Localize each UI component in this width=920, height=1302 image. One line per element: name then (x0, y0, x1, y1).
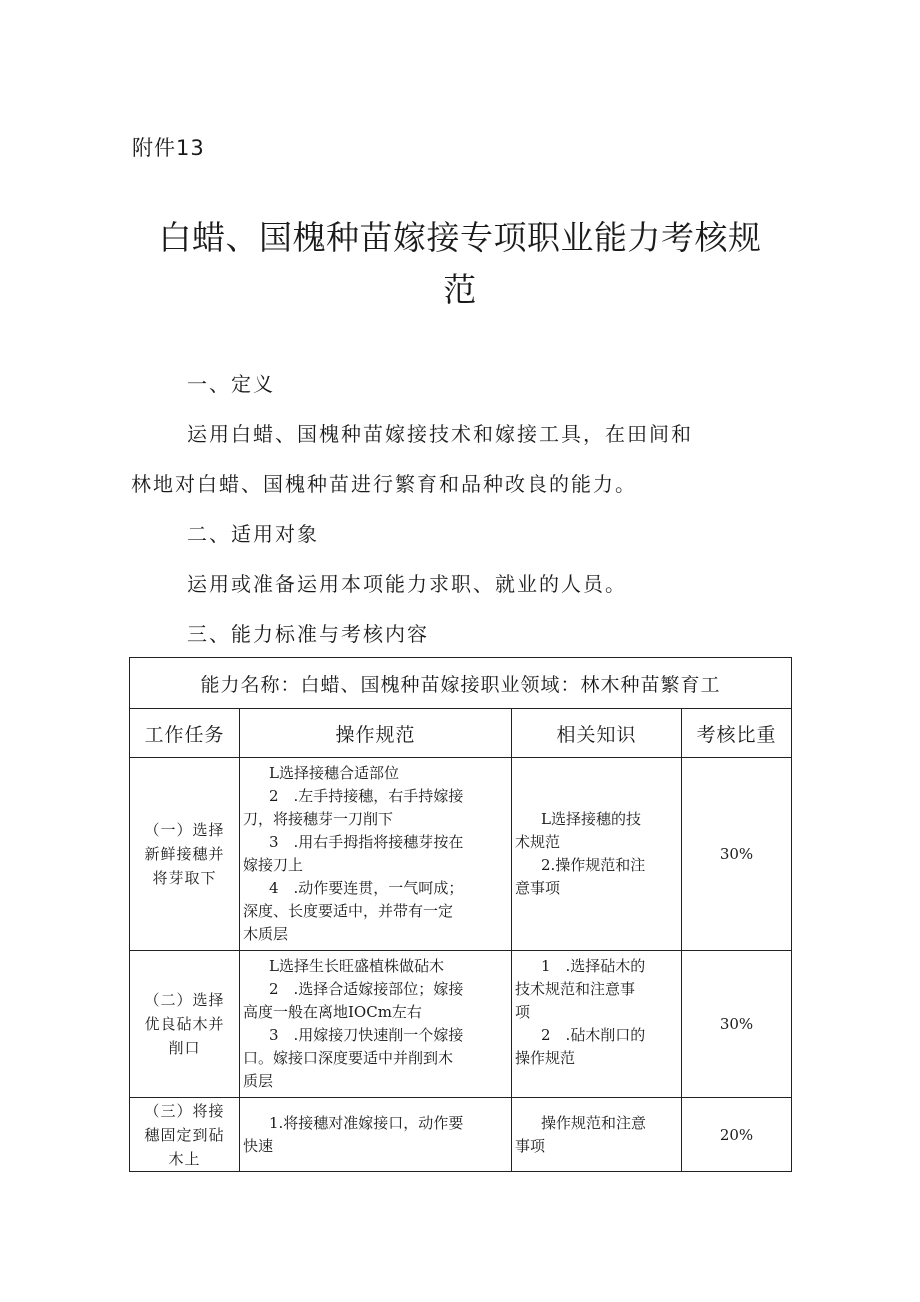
task-line: 木上 (168, 1149, 201, 1168)
knowledge-line: 术规范 (515, 833, 561, 851)
ops-line: 3 .用嫁接刀快速削一个嫁接 (269, 1026, 464, 1044)
ops-line: 3 .用右手拇指将接穗芽按在 (269, 833, 464, 851)
standard-heading: 三、能力标准与考核内容 (187, 622, 429, 646)
weight-cell: 30% (682, 951, 792, 1098)
knowledge-line: 1 .选择砧木的 (541, 957, 646, 975)
table-column-headers (130, 709, 792, 758)
ops-line: 2 .左手持接穗，右手持嫁接 (269, 787, 464, 805)
title-line-2: 范 (443, 270, 477, 309)
knowledge-cell (512, 951, 682, 1098)
knowledge-line: 2.操作规范和注 (541, 856, 646, 874)
ops-line: L选择接穗合适部位 (269, 764, 399, 782)
task-line: （二）选择 (144, 991, 225, 1009)
table-row (130, 951, 792, 1098)
knowledge-cell (512, 758, 682, 951)
knowledge-cell (512, 1098, 682, 1172)
column-header-ops: 操作规范 (240, 709, 512, 758)
table-row (130, 1098, 792, 1172)
ops-line: 高度一般在离地IOCm左右 (243, 1003, 422, 1021)
task-line: 优良砧木并 (144, 1015, 225, 1033)
annex-label: 附件13 (132, 136, 205, 160)
definition-line-2: 林地对白蜡、国槐种苗进行繁育和品种改良的能力。 (131, 472, 637, 496)
knowledge-line: 操作规范和注意 (541, 1113, 647, 1132)
ops-cell (240, 758, 512, 951)
task-cell (130, 1098, 240, 1172)
title-line-1: 白蜡、国槐种苗嫁接专项职业能力考核规 (158, 218, 762, 257)
ability-standard-table (129, 657, 792, 1172)
target-text: 运用或准备运用本项能力求职、就业的人员。 (187, 572, 627, 596)
task-cell (130, 758, 240, 951)
column-header-weight: 考核比重 (682, 709, 792, 758)
ops-line: 木质层 (243, 925, 289, 943)
ops-line: 深度、长度要适中，并带有一定 (243, 902, 454, 920)
knowledge-line: L选择接穗的技 (541, 810, 641, 828)
knowledge-line: 操作规范 (515, 1049, 576, 1067)
knowledge-line: 项 (515, 1003, 531, 1021)
ops-line: L选择生长旺盛植株做砧木 (269, 957, 444, 975)
knowledge-line: 技术规范和注意事 (515, 980, 636, 998)
ops-cell (240, 1098, 512, 1172)
column-header-knowledge: 相关知识 (512, 709, 682, 758)
task-line: （三）将接 (144, 1101, 225, 1120)
ability-name-cell: 能力名称：白蜡、国槐种苗嫁接职业领域：林木种苗繁育工 (130, 658, 792, 709)
task-line: （一）选择 (144, 821, 225, 839)
task-line: 将芽取下 (152, 869, 217, 887)
task-line: 穗固定到砧 (144, 1125, 225, 1144)
definition-heading: 一、定义 (187, 372, 275, 396)
task-cell (130, 951, 240, 1098)
table-header-row (130, 658, 792, 709)
ops-line: 质层 (243, 1072, 274, 1090)
weight-cell: 30% (682, 758, 792, 951)
task-line: 新鲜接穗并 (144, 845, 225, 863)
knowledge-line: 意事项 (515, 879, 561, 897)
definition-line-1: 运用白蜡、国槐种苗嫁接技术和嫁接工具，在田间和 (187, 422, 693, 446)
task-line: 削口 (168, 1039, 201, 1057)
ops-line: 2 .选择合适嫁接部位；嫁接 (269, 980, 464, 998)
document-title (150, 212, 770, 316)
ops-line: 嫁接刀上 (243, 856, 304, 874)
ops-line: 快速 (243, 1136, 274, 1155)
table-row (130, 758, 792, 951)
knowledge-line: 2 .砧木削口的 (541, 1026, 646, 1044)
ops-line: 口。嫁接口深度要适中并削到木 (243, 1049, 454, 1067)
ops-line: 1.将接穗对准嫁接口，动作要 (269, 1113, 464, 1132)
target-heading: 二、适用对象 (187, 522, 319, 546)
knowledge-line: 事项 (515, 1136, 546, 1155)
ops-line: 刀，将接穗芽一刀削下 (243, 810, 394, 828)
ops-cell (240, 951, 512, 1098)
weight-cell: 20% (682, 1098, 792, 1172)
column-header-task: 工作任务 (130, 709, 240, 758)
ops-line: 4 .动作要连贯，一气呵成； (269, 879, 464, 897)
